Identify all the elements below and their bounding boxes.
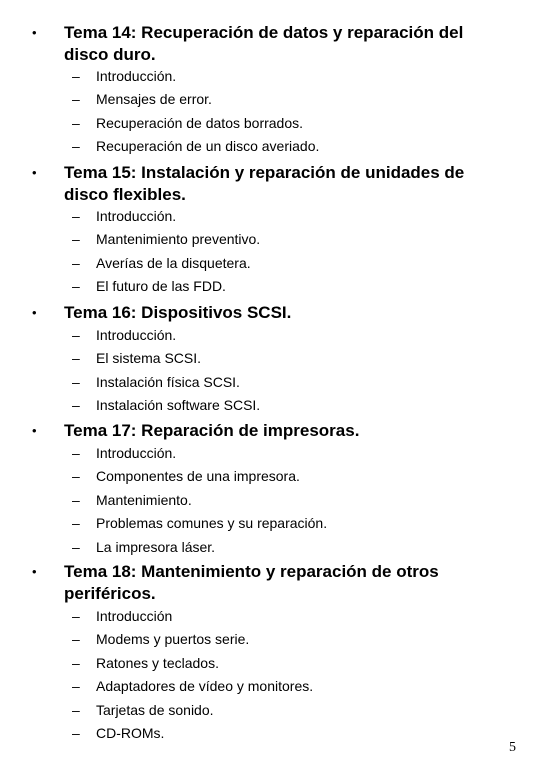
dash: – [72,491,80,508]
dash: – [72,373,80,390]
list-item-text: Mensajes de error. [96,91,212,108]
list-item-text: Recuperación de datos borrados. [96,114,304,131]
dash: – [72,724,80,741]
list-item [0,252,540,275]
dash: – [72,515,80,532]
subtopic-list [0,324,540,418]
list-item-text: Introducción. [96,68,177,84]
list-item-text: Ratones y teclados. [96,654,219,671]
dash: – [72,114,80,131]
list-item-text: Adaptadores de vídeo y monitores. [96,678,314,695]
list-item [0,65,540,88]
list-item-text: La impresora láser. [96,538,216,555]
list-item [0,628,540,651]
dash: – [72,231,80,248]
list-item-text: Tarjetas de sonido. [96,701,214,718]
topic-title: Tema 18: Mantenimiento y reparación de otros periféricos. [64,562,439,603]
list-item [0,675,540,698]
list-item-text: Modems y puertos serie. [96,631,250,648]
list-item [0,275,540,298]
list-item-text: Introducción. [96,208,177,224]
list-item-text: Componentes de una impresora. [96,468,300,485]
dash: – [72,208,80,224]
subtopic-list [0,205,540,299]
list-item [0,347,540,370]
dash: – [72,138,80,155]
list-item [0,465,540,488]
dash: – [72,538,80,555]
list-item-text: Introducción [96,608,173,624]
list-item [0,394,540,417]
list-item [0,652,540,675]
bullet: • [32,423,37,438]
bullet: • [32,564,37,579]
dash: – [72,654,80,671]
page-number: 5 [509,740,516,755]
subtopic-list [0,65,540,159]
dash: – [72,445,80,461]
list-item [0,699,540,722]
topic-title: Tema 16: Dispositivos SCSI. [64,303,292,322]
dash: – [72,254,80,271]
list-item [0,489,540,512]
list-item [0,88,540,111]
topic-title: Tema 14: Recuperación de datos y reparación del disco duro. [64,23,464,64]
bullet: • [32,25,37,40]
dash: – [72,397,80,414]
dash: – [72,678,80,695]
topic-title: Tema 15: Instalación y reparación de unidades de disco flexibles. [64,163,465,204]
dash: – [72,91,80,108]
list-item-text: Mantenimiento. [96,491,192,508]
dash: – [72,631,80,648]
list-item [0,205,540,228]
dash: – [72,278,80,295]
list-item-text: Introducción. [96,327,177,343]
list-item-text: CD-ROMs. [96,724,165,741]
list-item-text: Averías de la disquetera. [96,254,251,271]
list-item-text: El futuro de las FDD. [96,278,226,295]
bullet: • [32,305,37,320]
dash: – [72,350,80,367]
topic-title: Tema 17: Reparación de impresoras. [64,421,360,440]
list-item-text: Introducción. [96,445,177,461]
list-item-text: Recuperación de un disco averiado. [96,138,320,155]
list-item-text: Mantenimiento preventivo. [96,231,261,248]
list-item [0,536,540,559]
list-item [0,722,540,745]
bullet: • [32,165,37,180]
list-item [0,371,540,394]
list-item [0,112,540,135]
list-item-text: Instalación software SCSI. [96,397,261,414]
list-item-text: Problemas comunes y su reparación. [96,515,328,532]
list-item [0,605,540,628]
subtopic-list [0,605,540,745]
list-item [0,228,540,251]
list-item [0,512,540,535]
list-item [0,442,540,465]
dash: – [72,68,80,84]
list-item [0,324,540,347]
subtopic-list [0,442,540,559]
dash: – [72,468,80,485]
dash: – [72,701,80,718]
list-item [0,135,540,158]
dash: – [72,608,80,624]
dash: – [72,327,80,343]
list-item-text: El sistema SCSI. [96,350,202,367]
list-item-text: Instalación física SCSI. [96,373,240,390]
